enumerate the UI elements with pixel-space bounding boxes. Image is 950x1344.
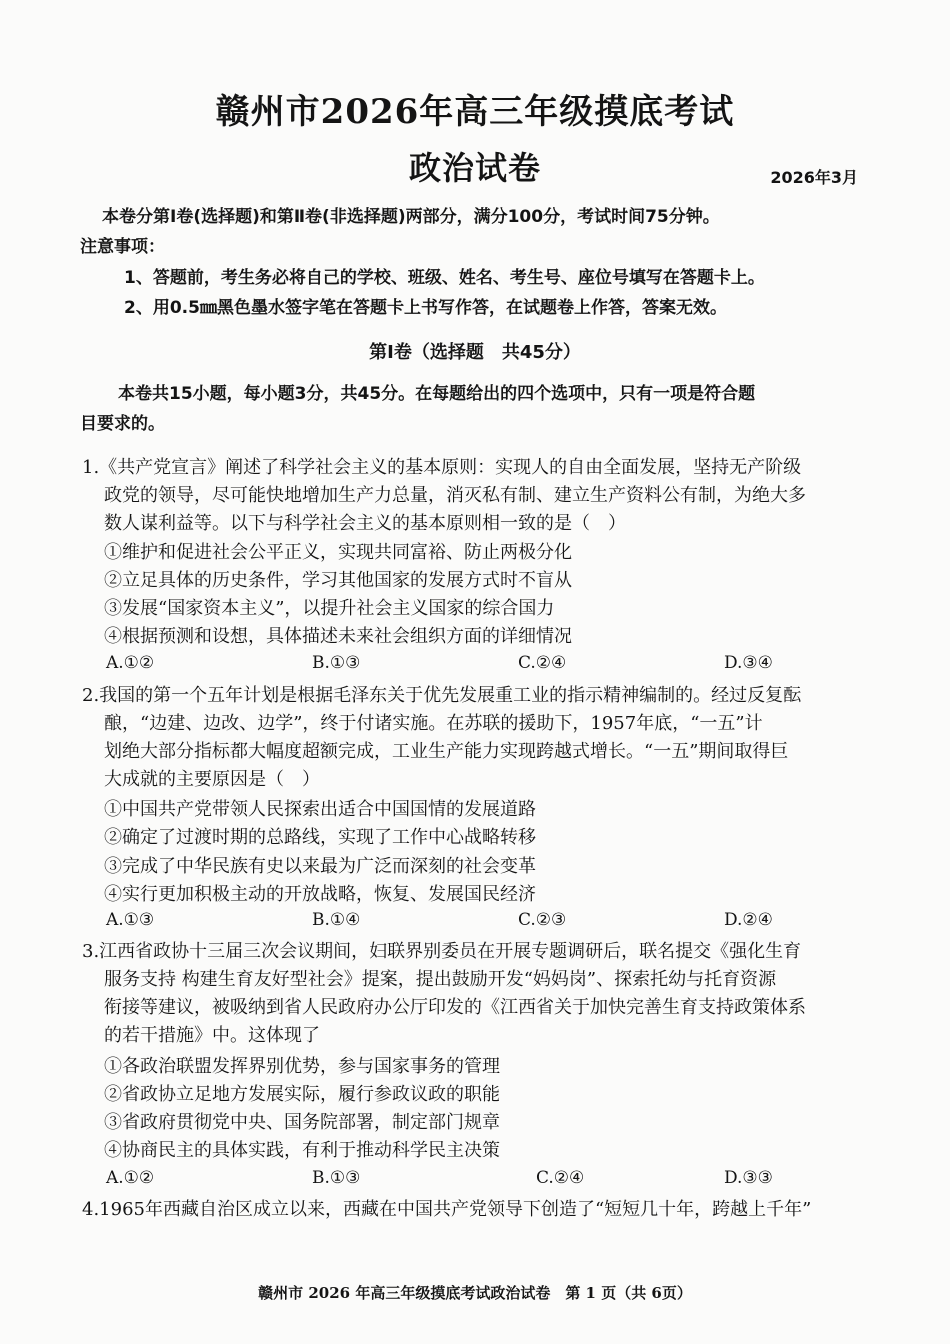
exam-title: 赣州市2026年高三年级摸底考试	[215, 92, 735, 132]
notice-label: 注意事项：	[80, 237, 165, 257]
q2-statement-1: ①中国共产党带领人民探索出适合中国国情的发展道路	[104, 799, 536, 820]
q3-stem-line-2: 服务支持 构建生育友好型社会》提案，提出鼓励开发“妈妈岗”、探索托幼与托育资源	[104, 969, 777, 990]
q1-options	[0, 653, 950, 681]
q4-stem-line-1: 4.1965年西藏自治区成立以来，西藏在中国共产党领导下创造了“短短几十年，跨越上千年”	[82, 1199, 812, 1220]
section-desc-line-1: 本卷共15小题，每小题3分，共45分。在每题给出的四个选项中，只有一项是符合题	[118, 384, 756, 404]
q2-stem-line-4: 大成就的主要原因是（ ）	[104, 769, 320, 790]
q2-option-c: C.②③	[518, 910, 567, 930]
q1-stem-line-1: 1.《共产党宣言》阐述了科学社会主义的基本原则：实现人的自由全面发展，坚持无产阶级	[82, 457, 802, 478]
q1-option-d: D.③④	[724, 653, 773, 673]
q3-option-a: A.①②	[106, 1168, 155, 1188]
q2-option-b: B.①④	[312, 910, 361, 930]
q3-statement-4: ④协商民主的具体实践，有利于推动科学民主决策	[104, 1140, 500, 1161]
q2-option-a: A.①③	[106, 910, 155, 930]
q1-statement-2: ②立足具体的历史条件，学习其他国家的发展方式时不盲从	[104, 570, 572, 591]
q2-option-d: D.②④	[724, 910, 773, 930]
q3-stem-line-4: 的若干措施》中。这体现了	[104, 1025, 320, 1046]
q3-options	[0, 1168, 950, 1196]
q1-stem-line-2: 政党的领导，尽可能快地增加生产力总量，消灭私有制、建立生产资料公有制，为绝大多	[104, 485, 806, 506]
q1-option-b: B.①③	[312, 653, 361, 673]
exam-subtitle: 政治试卷	[408, 149, 541, 187]
q2-statement-3: ③完成了中华民族有史以来最为广泛而深刻的社会变革	[104, 856, 536, 877]
q1-statement-3: ③发展“国家资本主义”，以提升社会主义国家的综合国力	[104, 598, 555, 619]
q3-stem-line-1: 3.江西省政协十三届三次会议期间，妇联界别委员在开展专题调研后，联名提交《强化生育	[82, 941, 802, 962]
section-desc-line-2: 目要求的。	[80, 414, 165, 434]
q1-option-a: A.①②	[106, 653, 155, 673]
q1-statement-1: ①维护和促进社会公平正义，实现共同富裕、防止两极分化	[104, 542, 572, 563]
q1-option-c: C.②④	[518, 653, 567, 673]
q2-stem-line-1: 2.我国的第一个五年计划是根据毛泽东关于优先发展重工业的指示精神编制的。经过反复酝	[82, 685, 802, 706]
q1-statement-4: ④根据预测和设想，具体描述未来社会组织方面的详细情况	[104, 626, 572, 647]
notice-item-1: 1、答题前，考生务必将自己的学校、班级、姓名、考生号、座位号填写在答题卡上。	[124, 268, 765, 288]
q3-statement-3: ③省政府贯彻党中央、国务院部署，制定部门规章	[104, 1112, 500, 1133]
q2-statement-2: ②确定了过渡时期的总路线，实现了工作中心战略转移	[104, 827, 536, 848]
instructions-intro: 本卷分第Ⅰ卷(选择题)和第Ⅱ卷(非选择题)两部分，满分100分，考试时间75分钟。	[102, 207, 720, 227]
page-footer: 赣州市 2026 年高三年级摸底考试政治试卷 第 1 页（共 6页）	[258, 1284, 692, 1302]
q2-statement-4: ④实行更加积极主动的开放战略，恢复、发展国民经济	[104, 884, 536, 905]
notice-item-2: 2、用0.5㎜黑色墨水签字笔在答题卡上书写作答，在试题卷上作答，答案无效。	[124, 298, 727, 318]
q3-statement-2: ②省政协立足地方发展实际，履行参政议政的职能	[104, 1084, 500, 1105]
q2-stem-line-2: 酿，“边建、边改、边学”，终于付诸实施。在苏联的援助下，1957年底，“一五”计	[104, 713, 763, 734]
q3-option-b: B.①③	[312, 1168, 361, 1188]
q2-options	[0, 910, 950, 938]
section-heading: 第Ⅰ卷（选择题 共45分）	[369, 342, 581, 363]
q3-stem-line-3: 衔接等建议，被吸纳到省人民政府办公厅印发的《江西省关于加快完善生育支持政策体系	[104, 997, 806, 1018]
exam-date: 2026年3月	[770, 168, 858, 187]
q3-statement-1: ①各政治联盟发挥界别优势，参与国家事务的管理	[104, 1056, 500, 1077]
q2-stem-line-3: 划绝大部分指标都大幅度超额完成，工业生产能力实现跨越式增长。“一五”期间取得巨	[104, 741, 789, 762]
q3-option-d: D.③③	[724, 1168, 773, 1188]
q3-option-c: C.②④	[536, 1168, 585, 1188]
q1-stem-line-3: 数人谋利益等。以下与科学社会主义的基本原则相一致的是（ ）	[104, 513, 626, 534]
